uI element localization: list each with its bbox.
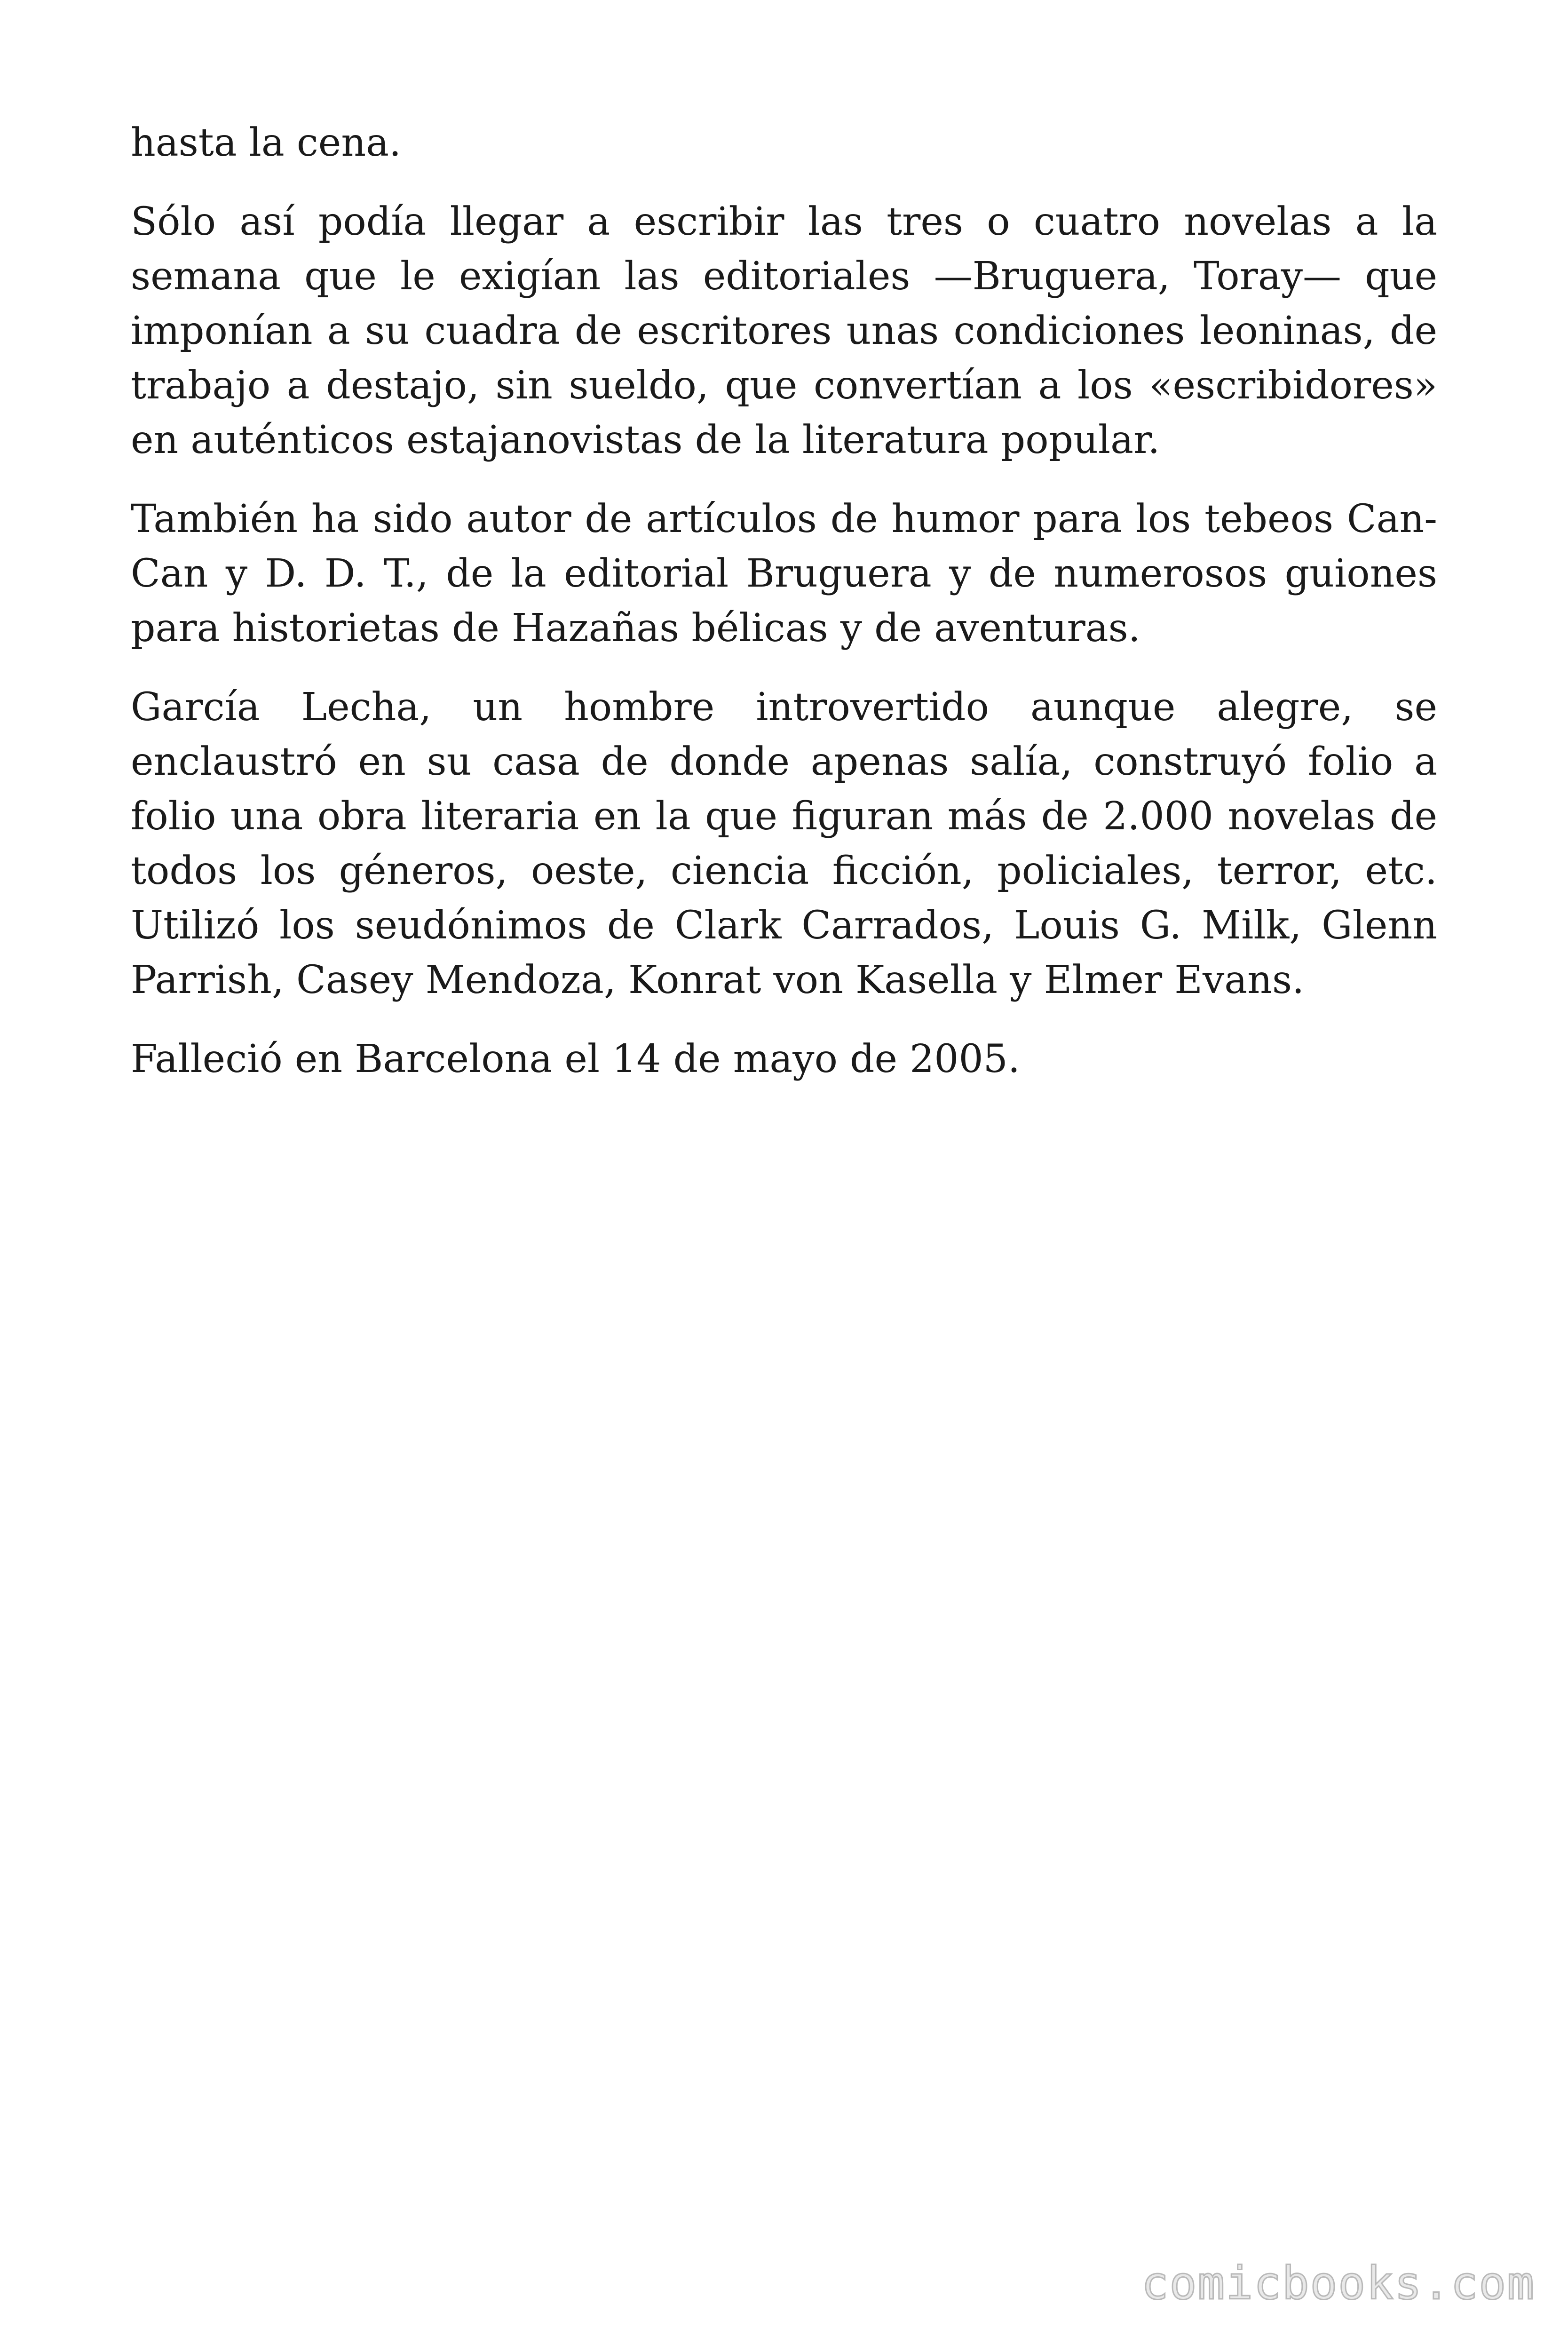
- paragraph-1: hasta la cena.: [131, 120, 402, 165]
- watermark-logo: comicbooks.com: [1141, 2257, 1535, 2310]
- paragraph-3: También ha sido autor de artículos de humor para los tebeos Can-Can y D. D. T., de la editorial Bruguera y de numerosos guiones para historietas de Hazañas bélicas y de aventuras.: [131, 497, 1437, 651]
- paragraph-4: García Lecha, un hombre introvertido aunque alegre, se enclaustró en su casa de donde apenas salía, construyó folio a folio una obra literaria en la que figuran más de 2.000 novelas de todos los géneros, oeste, ciencia ficción, policiales, terror, etc. Utilizó los seudónimos de Clark Carrados, Louis G. Milk, Glenn Parrish, Casey Mendoza, Konrat von Kasella y Elmer Evans.: [131, 685, 1437, 1002]
- paragraph-2: Sólo así podía llegar a escribir las tres o cuatro novelas a la semana que le exigían las editoriales —Bruguera, Toray— que imponían a su cuadra de escritores unas condiciones leoninas, de trabajo a destajo, sin sueldo, que convertían a los «escribidores» en auténticos estajanovistas de la literatura popular.: [131, 199, 1437, 462]
- paragraph-5: Falleció en Barcelona el 14 de mayo de 2005.: [131, 1037, 1020, 1081]
- body-text: [131, 116, 1437, 1111]
